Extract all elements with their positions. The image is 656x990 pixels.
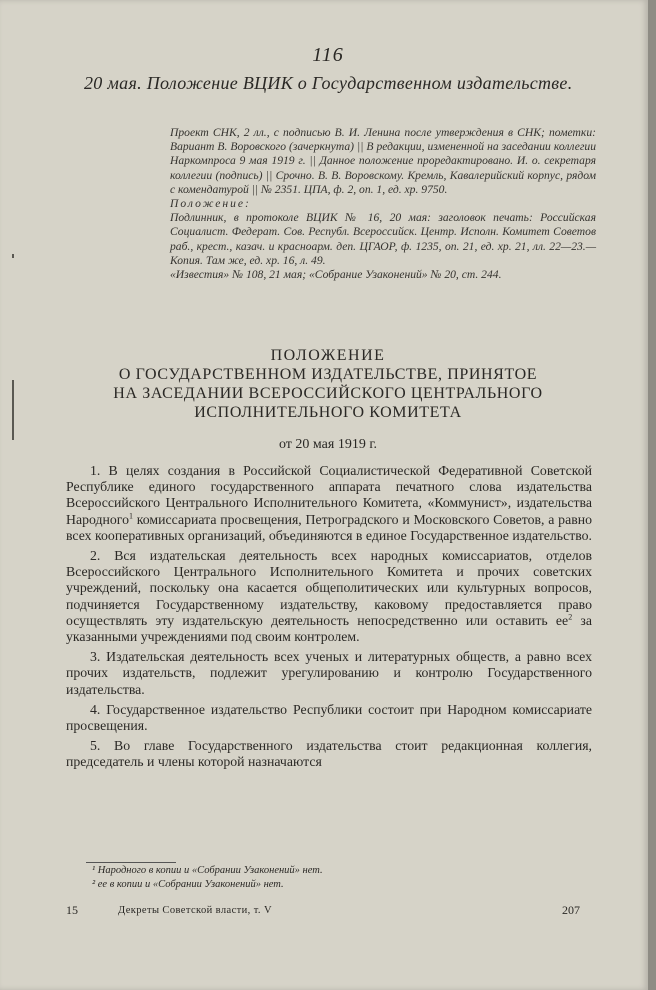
page-number: 207 [562,903,580,917]
archival-note-publication: «Известия» № 108, 21 мая; «Собрание Узаконений» № 20, ст. 244. [170,268,502,282]
archival-note-original: Подлинник, в протоколе ВЦИК № 16, 20 мая: заголовок печать: Российская Социалист. Федерат. Сов. Республ. Всероссийск. Центр. Исполн. Комитет Советов раб., крест., казач. и красноарм. деп. ЦГАОР, ф. 1235, оп. 21, ед. хр. 21, лл. 22—23.— Копия. Там же, ед. хр. 16, л. 49. [170,211,596,267]
margin-mark-top [12,254,14,258]
heading-line-1: ПОЛОЖЕНИЕ [270,347,386,364]
footnote-divider [86,862,176,863]
document-title: 20 мая. Положение ВЦИК о Государственном издательстве. [84,73,573,93]
running-title: Декреты Советской власти, т. V [118,905,272,916]
paragraph-1: 1. В целях создания в Российской Социалистической Федеративной Советской Республике единого государственного аппарата печатного слова издательства Всероссийского Центрального Исполнительного Комитета, «Коммунист», издательства Народного$^1$ комиссариата просвещения, Петроградского и Московского Советов, а равно всех кооперативных организаций, объединяются в единое Государственное издательство. [66,463,592,543]
paragraph-2: 2. Вся издательская деятельность всех народных комиссариатов, отделов Всероссийского Центрального Исполнительного Комитета и прочих советских учреждений, поскольку она касается общеполитических или культурных вопросов, подчиняется Государственному издательству, каковому предоставляется право осуществлять эту издательскую деятельность непосредственно или оставить $ее^2$ за указанными учреждениями под своим контролем. [66,548,592,645]
footnote-1: ¹ Народного в копии и «Собрании Узаконений» нет. [92,865,323,876]
paragraph-5: 5. Во главе Государственного издательства стоит редакционная коллегия, председатель и члены которой назначаются [66,738,592,770]
heading-line-3: НА ЗАСЕДАНИИ ВСЕРОССИЙСКОГО ЦЕНТРАЛЬНОГО [113,385,543,402]
archival-note [170,126,596,282]
heading-date: от 20 мая 1919 г. [278,437,377,452]
heading-line-2: О ГОСУДАРСТВЕННОМ ИЗДАТЕЛЬСТВЕ, ПРИНЯТОЕ [118,366,538,383]
archival-note-draft: Проект СНК, 2 лл., с подписью В. И. Ленина после утверждения в СНК; пометки: Вариант В. Воровского (зачеркнута) || В редакции, измененной на заседании коллегии Наркомпроса 9 мая 1919 г. || Данное положение проредактировано. И. о. секретаря коллегии (подпись) || Срочно. В. В. Воровскому. Кремль, Кавалерийский корпус, рядом с комендатурой || № 2351. ЦПА, ф. 2, оп. 1, ед. хр. 9750. [170,126,596,196]
paragraph-4: 4. Государственное издательство Республики состоит при Народном комиссариате просвещения. [66,701,592,734]
signature-mark: 15 [66,903,78,917]
margin-mark-left [12,380,14,440]
document-body [66,463,592,771]
archival-note-label: Положение: [170,197,251,211]
footnotes [92,864,532,892]
footnote-ref-2: 2 [568,612,573,622]
footnote-2: ² ее в копии и «Собрании Узаконений» нет. [92,879,284,890]
document-number: 116 [312,44,344,66]
paragraph-3: 3. Издательская деятельность всех ученых и литературных обществ, а равно всех прочих издательств, подлежит урегулированию и контролю Государственного издательства. [66,649,592,697]
footnote-ref-1: 1 [129,511,134,521]
page-edge [648,0,656,990]
heading-line-4: ИСПОЛНИТЕЛЬНОГО КОМИТЕТА [194,404,462,421]
section-heading [40,346,616,422]
